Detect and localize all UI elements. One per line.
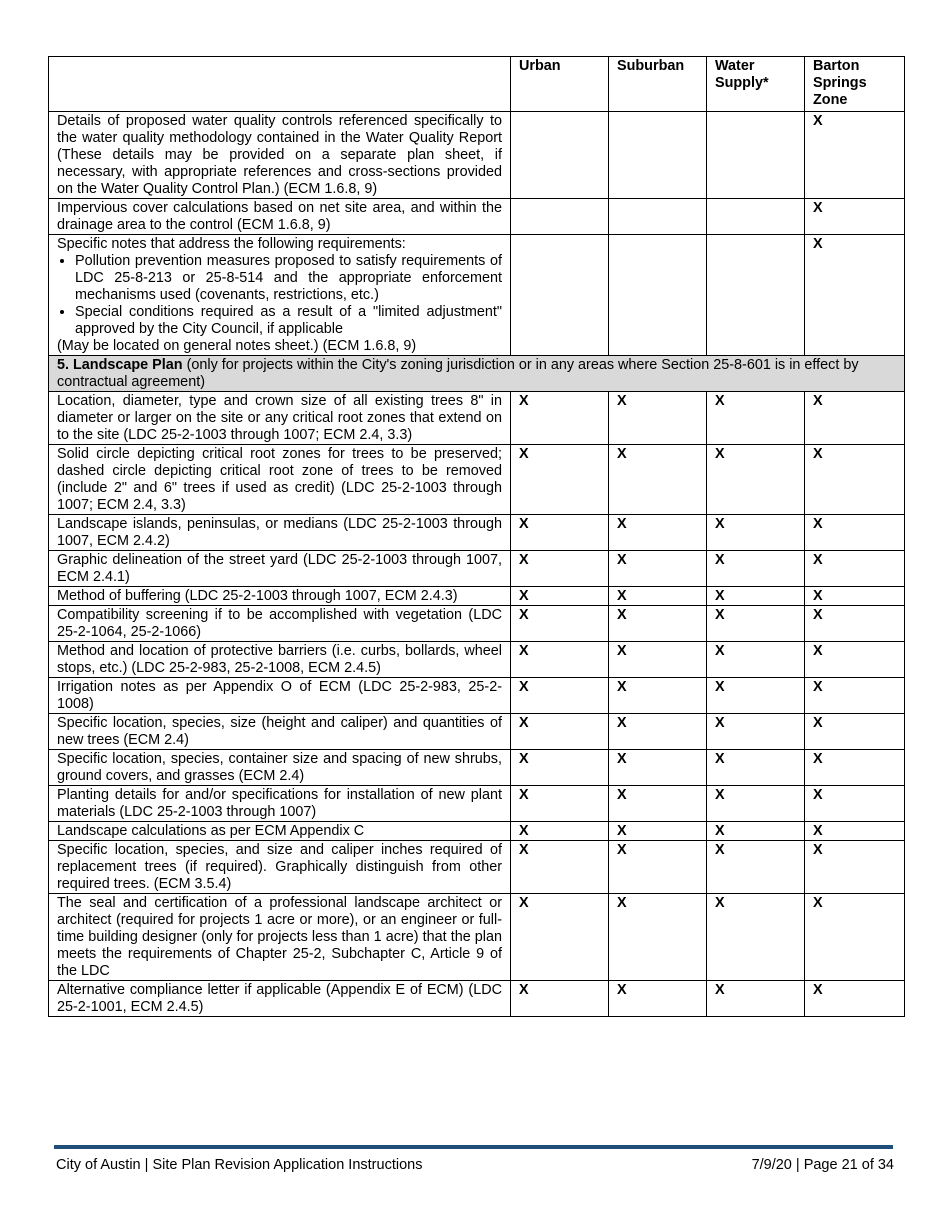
table-row xyxy=(49,678,905,714)
table-row xyxy=(49,199,905,235)
requirement-description: Landscape calculations as per ECM Appendix C xyxy=(49,822,511,841)
mark-urban: X xyxy=(511,587,609,606)
mark-urban: X xyxy=(511,392,609,445)
mark-suburban: X xyxy=(609,981,707,1017)
notes-intro: Specific notes that address the following requirements: xyxy=(57,236,406,252)
requirement-description: Method and location of protective barriers (i.e. curbs, bollards, wheel stops, etc.) (LDC 25-2-983, 25-2-1008, ECM 2.4.5) xyxy=(49,642,511,678)
mark-barton-springs: X xyxy=(805,981,905,1017)
mark-urban: X xyxy=(511,894,609,981)
mark-urban: X xyxy=(511,786,609,822)
table-row xyxy=(49,642,905,678)
mark-suburban: X xyxy=(609,587,707,606)
table-row xyxy=(49,515,905,551)
mark-water-supply: X xyxy=(707,841,805,894)
header-water-supply: Water Supply* xyxy=(707,57,805,112)
mark-suburban: X xyxy=(609,750,707,786)
mark-suburban xyxy=(609,235,707,356)
mark-barton-springs: X xyxy=(805,714,905,750)
mark-water-supply: X xyxy=(707,642,805,678)
mark-water-supply: X xyxy=(707,445,805,515)
mark-barton-springs: X xyxy=(805,841,905,894)
mark-suburban: X xyxy=(609,786,707,822)
mark-barton-springs: X xyxy=(805,587,905,606)
header-suburban: Suburban xyxy=(609,57,707,112)
mark-barton-springs: X xyxy=(805,235,905,356)
mark-urban xyxy=(511,235,609,356)
requirement-description: Irrigation notes as per Appendix O of ECM (LDC 25-2-983, 25-2-1008) xyxy=(49,678,511,714)
table-row xyxy=(49,445,905,515)
mark-barton-springs: X xyxy=(805,678,905,714)
mark-water-supply xyxy=(707,235,805,356)
mark-barton-springs: X xyxy=(805,642,905,678)
table-row xyxy=(49,606,905,642)
requirement-description: Planting details for and/or specifications for installation of new plant materials (LDC 25-2-1003 through 1007) xyxy=(49,786,511,822)
mark-suburban xyxy=(609,112,707,199)
mark-water-supply: X xyxy=(707,822,805,841)
mark-barton-springs: X xyxy=(805,894,905,981)
mark-suburban: X xyxy=(609,841,707,894)
header-barton-springs: Barton Springs Zone xyxy=(805,57,905,112)
mark-water-supply: X xyxy=(707,981,805,1017)
mark-barton-springs: X xyxy=(805,551,905,587)
mark-water-supply: X xyxy=(707,894,805,981)
table-row xyxy=(49,392,905,445)
mark-barton-springs: X xyxy=(805,445,905,515)
table-row xyxy=(49,822,905,841)
mark-urban: X xyxy=(511,445,609,515)
mark-water-supply: X xyxy=(707,678,805,714)
section-header-row xyxy=(49,356,905,392)
footer-document-title: City of Austin | Site Plan Revision Application Instructions xyxy=(56,1157,423,1173)
table-row xyxy=(49,112,905,199)
mark-urban: X xyxy=(511,606,609,642)
requirement-description: Impervious cover calculations based on net site area, and within the drainage area to the control (ECM 1.6.8, 9) xyxy=(49,199,511,235)
mark-barton-springs: X xyxy=(805,750,905,786)
requirement-description: Details of proposed water quality controls referenced specifically to the water quality methodology contained in the Water Quality Report (These details may be provided on a separate plan sheet, if necessary, with appropriate references and cross-sections provided on the Water Quality Control Plan.) (ECM 1.6.8, 9) xyxy=(49,112,511,199)
mark-barton-springs: X xyxy=(805,112,905,199)
notes-list xyxy=(57,253,502,338)
mark-barton-springs: X xyxy=(805,606,905,642)
mark-water-supply xyxy=(707,199,805,235)
header-description xyxy=(49,57,511,112)
mark-water-supply: X xyxy=(707,606,805,642)
mark-water-supply: X xyxy=(707,714,805,750)
requirement-description: Location, diameter, type and crown size of all existing trees 8" in diameter or larger on the site or any critical root zones that extend on to the site (LDC 25-2-1003 through 1007; ECM 2.4, 3.3) xyxy=(49,392,511,445)
mark-urban: X xyxy=(511,551,609,587)
table-row xyxy=(49,750,905,786)
table-row xyxy=(49,981,905,1017)
section-note: (only for projects within the City's zoning jurisdiction or in any areas where Section 25-8-601 is in effect by contractual agreement) xyxy=(57,357,859,390)
mark-barton-springs: X xyxy=(805,392,905,445)
requirement-description: Graphic delineation of the street yard (LDC 25-2-1003 through 1007, ECM 2.4.1) xyxy=(49,551,511,587)
mark-urban: X xyxy=(511,750,609,786)
requirement-description: Specific location, species, and size and caliper inches required of replacement trees (if required). Graphically distinguish from other required trees. (ECM 3.5.4) xyxy=(49,841,511,894)
requirement-description: Solid circle depicting critical root zones for trees to be preserved; dashed circle depicting critical root zone of trees to be removed (include 2" and 6" trees if used as credit) (LDC 25-2-1003 through 1007; ECM 2.4, 3.3) xyxy=(49,445,511,515)
mark-water-supply: X xyxy=(707,392,805,445)
requirements-table xyxy=(48,56,905,1017)
mark-water-supply: X xyxy=(707,750,805,786)
mark-urban xyxy=(511,199,609,235)
footer-page-info: 7/9/20 | Page 21 of 34 xyxy=(751,1157,894,1173)
mark-urban xyxy=(511,112,609,199)
header-urban: Urban xyxy=(511,57,609,112)
mark-suburban: X xyxy=(609,714,707,750)
mark-urban: X xyxy=(511,822,609,841)
mark-urban: X xyxy=(511,678,609,714)
mark-barton-springs: X xyxy=(805,515,905,551)
mark-suburban: X xyxy=(609,894,707,981)
mark-suburban: X xyxy=(609,678,707,714)
mark-suburban: X xyxy=(609,515,707,551)
table-row xyxy=(49,551,905,587)
table-row xyxy=(49,786,905,822)
mark-urban: X xyxy=(511,841,609,894)
requirement-description: Specific location, species, size (height and caliper) and quantities of new trees (ECM 2.4) xyxy=(49,714,511,750)
notes-cell xyxy=(49,235,511,356)
notes-bullet: • Pollution prevention measures proposed to satisfy requirements of LDC 25-8-213 or 25-8-514 and the appropriate enforcement mechanisms used (covenants, restrictions, etc.) xyxy=(75,253,502,304)
mark-urban: X xyxy=(511,981,609,1017)
mark-water-supply xyxy=(707,112,805,199)
table-row xyxy=(49,714,905,750)
mark-suburban xyxy=(609,199,707,235)
table-row xyxy=(49,235,905,356)
section-header-cell xyxy=(49,356,905,392)
requirement-description: Compatibility screening if to be accomplished with vegetation (LDC 25-2-1064, 25-2-1066) xyxy=(49,606,511,642)
mark-urban: X xyxy=(511,642,609,678)
table-row xyxy=(49,587,905,606)
table-body-landscape xyxy=(49,392,905,1017)
notes-bullet: • Special conditions required as a result of a "limited adjustment" approved by the City Council, if applicable xyxy=(75,304,502,338)
header-row xyxy=(49,57,905,112)
requirement-description: Method of buffering (LDC 25-2-1003 through 1007, ECM 2.4.3) xyxy=(49,587,511,606)
requirement-description: Alternative compliance letter if applicable (Appendix E of ECM) (LDC 25-2-1001, ECM 2.4.5) xyxy=(49,981,511,1017)
footer-rule xyxy=(54,1145,893,1149)
mark-water-supply: X xyxy=(707,551,805,587)
section-title: 5. Landscape Plan xyxy=(57,357,183,373)
requirement-description: Landscape islands, peninsulas, or medians (LDC 25-2-1003 through 1007, ECM 2.4.2) xyxy=(49,515,511,551)
mark-urban: X xyxy=(511,515,609,551)
mark-barton-springs: X xyxy=(805,786,905,822)
table-row xyxy=(49,841,905,894)
table-body-top xyxy=(49,112,905,392)
requirement-description: Specific location, species, container size and spacing of new shrubs, ground covers, and grasses (ECM 2.4) xyxy=(49,750,511,786)
mark-suburban: X xyxy=(609,551,707,587)
mark-suburban: X xyxy=(609,606,707,642)
mark-water-supply: X xyxy=(707,587,805,606)
mark-water-supply: X xyxy=(707,786,805,822)
requirement-description: The seal and certification of a professional landscape architect or architect (required for projects 1 acre or more), or an engineer or full-time building designer (only for projects less than 1 acre) that the plan meets the requirements of Chapter 25-2, Subchapter C, Article 9 of the LDC xyxy=(49,894,511,981)
mark-suburban: X xyxy=(609,822,707,841)
mark-suburban: X xyxy=(609,392,707,445)
mark-suburban: X xyxy=(609,445,707,515)
mark-water-supply: X xyxy=(707,515,805,551)
mark-suburban: X xyxy=(609,642,707,678)
mark-urban: X xyxy=(511,714,609,750)
mark-barton-springs: X xyxy=(805,199,905,235)
notes-outro: (May be located on general notes sheet.) (ECM 1.6.8, 9) xyxy=(57,338,417,354)
table-row xyxy=(49,894,905,981)
mark-barton-springs: X xyxy=(805,822,905,841)
